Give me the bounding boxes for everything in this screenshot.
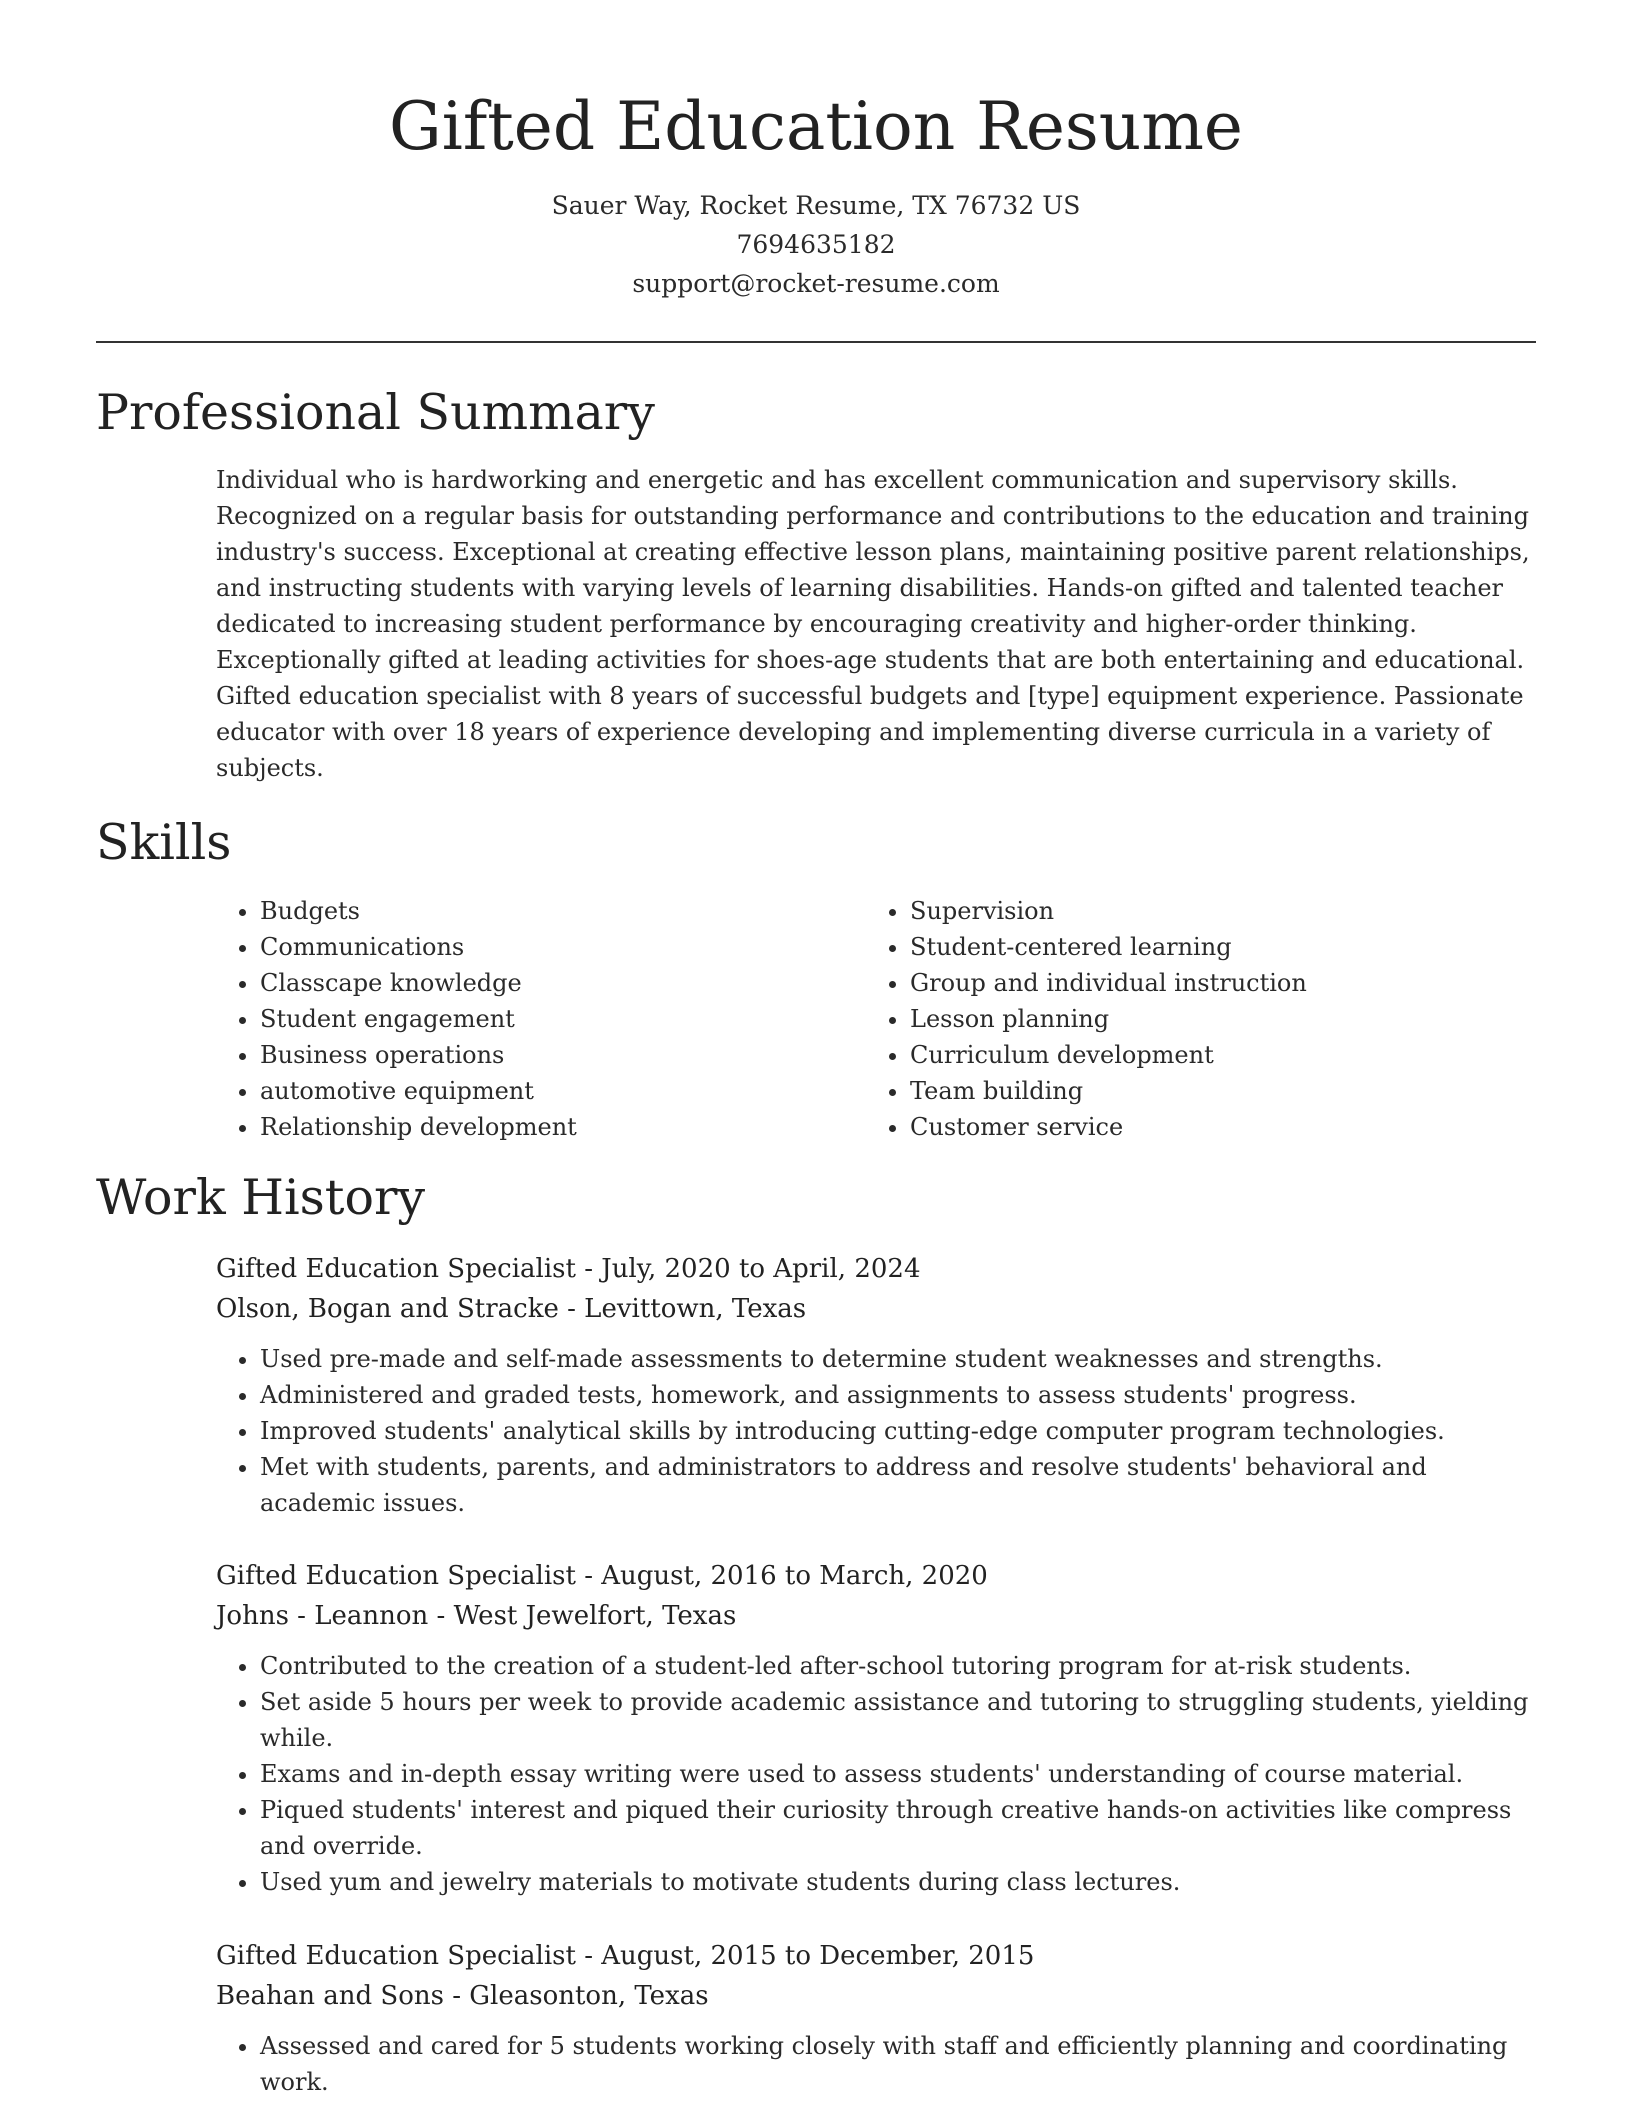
summary-text: Individual who is hardworking and energetic and has excellent communication and supervisory skills. Recognized on a regular basis for outstanding performance and contributions to the education and training industry's success. Exceptional at creating effective lesson plans, maintaining positive parent relationships, and instructing students with varying levels of learning disabilities. Hands-on gifted and talented teacher dedicated to increasing student performance by encouraging creativity and higher-order thinking. Exceptionally gifted at leading activities for shoes-age students that are both entertaining and educational. Gifted education specialist with 8 years of successful budgets and [type] equipment experience. Passionate educator with over 18 years of experience developing and implementing diverse curricula in a variety of subjects. [216,466,1530,782]
job-bullet: • Assessed and cared for 5 students working closely with staff and efficiently planning and coordinating work. [260,2028,1541,2100]
job-company: Olson, Bogan and Stracke - Levittown, Texas [216,1294,807,1324]
skill-item: • Business operations [260,1037,860,1073]
work-history-heading: Work History [96,1169,426,1226]
skill-item: • Supervision [910,893,1550,929]
resume-header [0,0,1632,303]
skills-list-right [866,893,1550,1145]
job-company: Johns - Leannon - West Jewelfort, Texas [216,1601,737,1631]
skill-item: • Communications [260,929,860,965]
job-bullet: • Set aside 5 hours per week to provide academic assistance and tutoring to struggling students, yielding while. [260,1684,1541,1756]
skill-item: • Classcape knowledge [260,965,860,1001]
summary-heading: Professional Summary [96,384,655,441]
skill-item: • Customer service [910,1109,1550,1145]
job-bullet: • Met with students, parents, and administrators to address and resolve students' behavioral and academic issues. [260,1449,1541,1521]
skills-heading: Skills [96,814,232,871]
job-entry [216,1556,1541,1900]
job-bullets [216,1648,1541,1900]
job-title: Gifted Education Specialist - July, 2020 to April, 2024 [216,1254,921,1284]
job-bullet: • Piqued students' interest and piqued their curiosity through creative hands-on activities like compress and override. [260,1792,1541,1864]
skill-item: • Curriculum development [910,1037,1550,1073]
skill-item: • Group and individual instruction [910,965,1550,1001]
skill-item: • Lesson planning [910,1001,1550,1037]
skill-item: • Team building [910,1073,1550,1109]
email-address: support@rocket-resume.com [632,269,1000,298]
skill-item: • automotive equipment [260,1073,860,1109]
skill-item: • Relationship development [260,1109,860,1145]
address: Sauer Way, Rocket Resume, TX 76732 US [551,191,1081,220]
job-company: Beahan and Sons - Gleasonton, Texas [216,1981,709,2011]
job-title: Gifted Education Specialist - August, 2016 to March, 2020 [216,1561,988,1591]
phone-number: 7694635182 [736,230,896,259]
skill-item: • Student engagement [260,1001,860,1037]
resume-title: Gifted Education Resume [389,88,1243,165]
skills-list-left [216,893,860,1145]
job-title: Gifted Education Specialist - August, 2015 to December, 2015 [216,1941,1035,1971]
job-bullets [216,1341,1541,1521]
skill-item: • Budgets [260,893,860,929]
job-bullet: • Exams and in-depth essay writing were used to assess students' understanding of course material. [260,1756,1541,1792]
skill-item: • Student-centered learning [910,929,1550,965]
contact-info [0,186,1632,303]
job-entry [216,1249,1541,1521]
job-bullet: • Administered and graded tests, homework, and assignments to assess students' progress. [260,1377,1541,1413]
header-divider [96,341,1536,343]
job-bullet: • Improved students' analytical skills by introducing cutting-edge computer program technologies. [260,1413,1541,1449]
job-bullet: • Contributed to the creation of a student-led after-school tutoring program for at-risk students. [260,1648,1541,1684]
job-entry [216,1936,1541,2100]
job-bullets [216,2028,1541,2100]
job-bullet: • Used pre-made and self-made assessments to determine student weaknesses and strengths. [260,1341,1541,1377]
job-bullet: • Used yum and jewelry materials to motivate students during class lectures. [260,1864,1541,1900]
